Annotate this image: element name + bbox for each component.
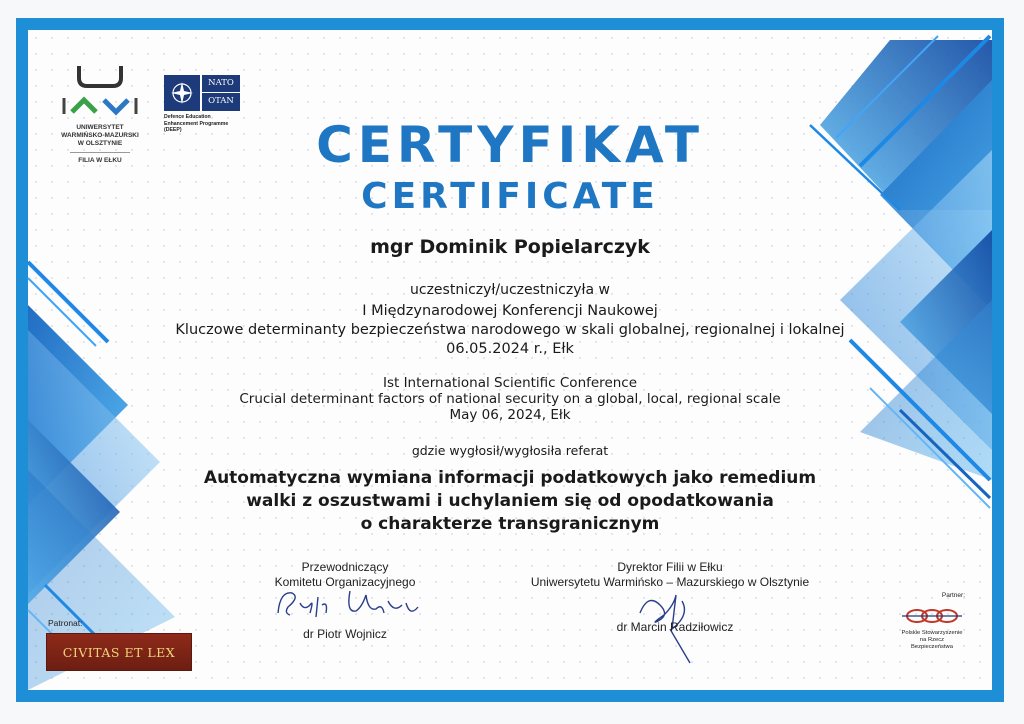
paper-title-line-2: walki z oszustwami i uchylaniem się od opodatkowania	[246, 491, 774, 511]
deep-line-3: (DEEP)	[164, 127, 182, 133]
uwm-line-3: W OLSZTYNIE	[77, 140, 123, 147]
signature-left-handwriting	[270, 583, 430, 628]
deep-line-2: Enhancement Programme	[164, 120, 229, 127]
uwm-emblem-icon	[58, 60, 142, 116]
partner-line-2: na Rzecz	[919, 637, 945, 643]
participation-text: uczestniczył/uczestniczyła w	[410, 282, 610, 298]
conference-pl-line-3: 06.05.2024 r., Ełk	[446, 341, 574, 357]
paper-title	[150, 467, 870, 536]
signature-right-role-line-1: Dyrektor Filii w Ełku	[617, 560, 723, 574]
uwm-line-1: UNIWERSYTET	[76, 124, 124, 131]
title-english: CERTIFICATE	[361, 176, 659, 217]
patron-logo	[46, 633, 192, 671]
otan-text: OTAN	[202, 92, 240, 110]
conference-en-line-1: Ist International Scientific Conference	[382, 375, 638, 391]
partner-chain-icon	[900, 604, 964, 628]
signature-right-role-line-2: Uniwersytetu Warmińsko – Mazurskiego w Olsztynie	[530, 575, 810, 589]
deep-line-1: Defence Education	[164, 114, 211, 120]
conference-pl-line-2: Kluczowe determinanty bezpieczeństwa narodowego w skali globalnej, regionalnej i lokalnej	[175, 322, 845, 338]
partner-name	[890, 630, 974, 651]
signature-left-role-line-1: Przewodniczący	[301, 560, 389, 574]
gave-paper-text: gdzie wygłosił/wygłosiła referat	[411, 443, 609, 458]
conference-pl-line-1: I Międzynarodowej Konferencji Naukowej	[362, 303, 658, 319]
conference-en-line-3: May 06, 2024, Ełk	[449, 407, 571, 423]
conference-polish	[150, 302, 870, 359]
right-decoration	[810, 36, 992, 508]
paper-title-line-1: Automatyczna wymiana informacji podatkowych jako remedium	[203, 468, 817, 488]
signature-right-name: dr Marcin Radziłowicz	[616, 620, 734, 634]
title-polish: CERTYFIKAT	[316, 116, 704, 174]
uwm-line-2: WARMIŃSKO-MAZURSKI	[61, 132, 139, 139]
conference-english	[150, 375, 870, 423]
patron-label: Patronat:	[48, 618, 83, 628]
recipient-name: mgr Dominik Popielarczyk	[370, 236, 650, 258]
uwm-branch: FILIA W EŁKU	[70, 152, 130, 165]
nato-text: NATO	[208, 78, 234, 88]
partner-label: Partner:	[941, 592, 965, 599]
signature-left-name: dr Piotr Wojnicz	[303, 627, 387, 641]
uwm-logo	[58, 60, 142, 165]
nato-star-icon	[164, 75, 200, 111]
signature-left-role-line-2: Komitetu Organizacyjnego	[274, 575, 416, 589]
conference-en-line-2: Crucial determinant factors of national security on a global, local, regional scale	[239, 391, 781, 407]
patron-logo-text: CIVITAS ET LEX	[62, 644, 176, 660]
partner-line-1: Polskie Stowarzyszenie	[901, 630, 963, 636]
paper-title-line-3: o charakterze transgranicznym	[360, 514, 660, 534]
partner-line-3: Bezpieczeństwa	[911, 644, 953, 650]
